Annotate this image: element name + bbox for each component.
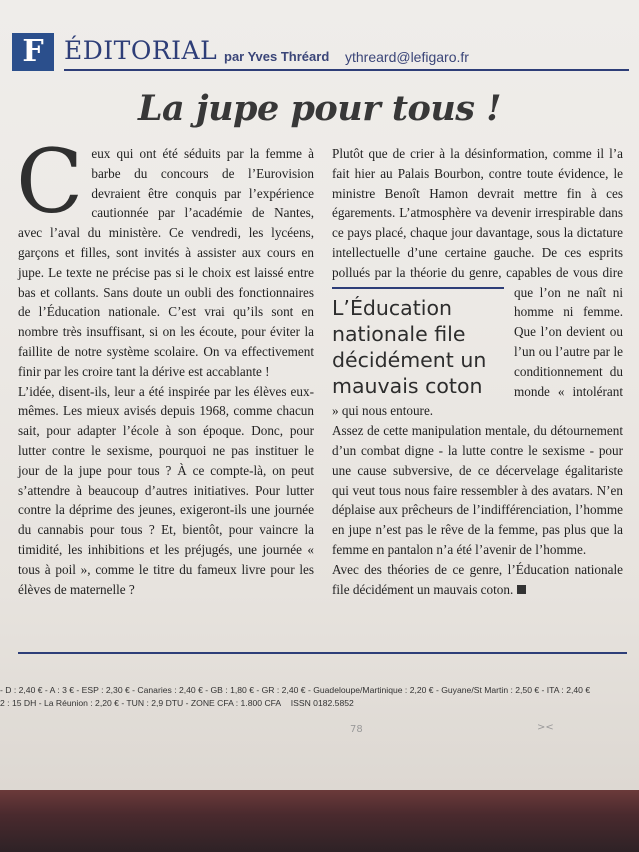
pencil-mark: 78: [350, 724, 363, 735]
paragraph-3: [332, 144, 623, 421]
end-mark-icon: [517, 585, 526, 594]
price-line-1: - D : 2,40 € - A : 3 € - ESP : 2,30 € - Canaries : 2,40 € - GB : 1,80 € - GR : 2,40 € - Guadeloupe/Martinique : 2,20 € - Guyane/St Martin : 2,50 € - ITA : 2,40 €: [0, 685, 591, 695]
price-line-2: 2 : 15 DH - La Réunion : 2,20 € - TUN : 2,9 DTU - ZONE CFA : 1.800 CFA ISSN 0182.5852: [0, 698, 354, 708]
price-list: [0, 684, 639, 710]
issn: ISSN 0182.5852: [290, 698, 354, 708]
drop-cap: C: [16, 130, 84, 233]
author-email: ythreard@lefigaro.fr: [345, 49, 469, 65]
rubric-label: ÉDITORIAL: [64, 36, 218, 65]
background-surface: [0, 790, 639, 852]
left-column: [16, 130, 314, 599]
paragraph-4: Assez de cette manipulation mentale, du détournement d’un combat digne - la lutte contre le sexisme - pour une cause subversive, de ce décervelage égalitariste qui veut tous nous faire ressembler à des avatars. N’en déplaise aux prêcheurs de l’indifférenciation, l’homme en jupe n’est pas le rêve de la femme, pas plus que la femme en pantalon n’a été l’avenir de l’homme.: [332, 423, 623, 557]
header-rule: [64, 69, 629, 71]
paragraph-1-text: eux qui ont été séduits par la femme à barbe du concours de l’Eurovision devraient être conquis par l’expérience cautionnée par l’académie de Nantes, avec l’aval du ministère. Ce vendredi, les lycéens, garçons et filles, sont invités à assister aux cours en jupe. Le texte ne précise pas si le choix est laissé entre bas et collants. Sans doute un oubli des fonctionnaires de l’Éducation nationale. C’est vrai qu’ils sont en nombre très insuffisant, si on les écoute, pour éviter la faillite de notre système scolaire. On va effectivement finir par les croire tant la dérive est accablante !: [18, 146, 314, 379]
pencil-mark: ><: [537, 722, 554, 733]
pull-quote-text: L’Éducation nationale file décidément un mauvais coton: [332, 295, 487, 398]
paragraph-3-text: Plutôt que de crier à la désinformation, comme il l’a fait hier au Palais Bourbon, contre toute évidence, le ministre Benoît Hamon devrait mettre fin à ces égarements. L’atmosphère va devenir irrespirable dans ce pays placé, chaque jour davantage, sous la dictature intellectuelle d’une certaine gauche. De ces esprits pollués par la théorie du genre, L’Éducation nationale file décidément un mauvais coton capables de vous dire que l’on ne naît ni homme ni femme. Que l’on devient ou l’un ou l’autre par le conditionnement du monde « intolérant » qui nous entoure.: [332, 146, 623, 419]
paragraph-5-text: Avec des théories de ce genre, l’Éducation nationale file décidément un mauvais coton.: [332, 561, 623, 597]
author-byline: par Yves Thréard: [224, 49, 330, 64]
footer-rule: [18, 652, 627, 654]
paragraph-1: [16, 130, 314, 382]
editorial-header: [12, 33, 627, 71]
right-column: [332, 144, 623, 599]
pull-quote: [332, 287, 504, 399]
paragraph-5: [332, 560, 623, 600]
article-title: La jupe pour tous !: [137, 88, 502, 129]
paragraph-2: L’idée, disent-ils, leur a été inspirée par les élèves eux-mêmes. Les mieux avisés depuis 1968, comme chacun sait, pour adapter l’école à son époque. Donc, pour lutter contre le sexisme, pourquoi ne pas instituer le jour de la jupe pour tous ? À ce compte-là, on peut s’attendre à beaucoup d’autres initiatives. Pour lutter contre la déprime des jeunes, exigeront-ils une journée du cannabis pour tous ? Et, bientôt, pour vaincre la timidité, les inhibitions et les préjugés, une journée « tous à poil », comme le titre du fameux livre pour les élèves de maternelle ?: [18, 383, 314, 597]
le-figaro-logo: F: [12, 33, 54, 71]
pull-quote-rule: [332, 287, 504, 289]
